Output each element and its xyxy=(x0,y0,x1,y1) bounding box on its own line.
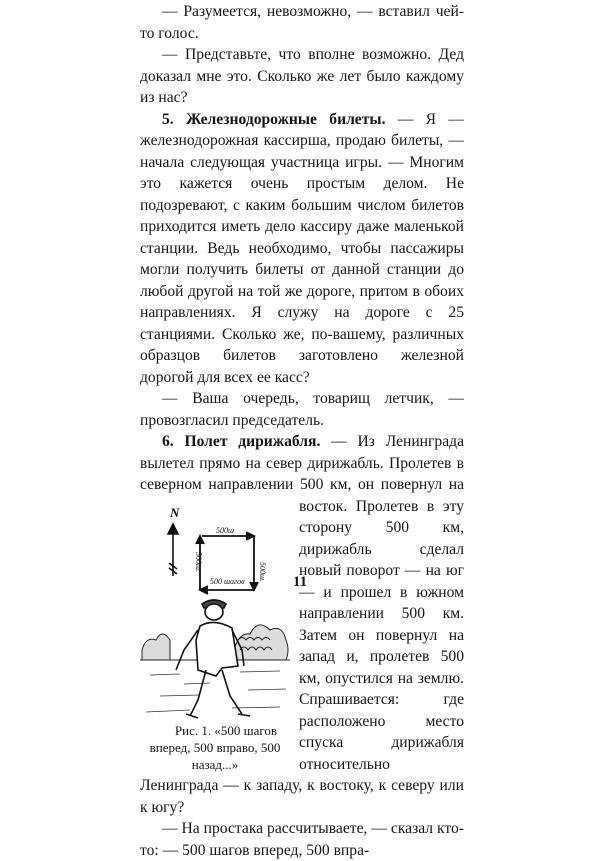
paragraph: — На простака рассчитываете, — сказал кто-то: — 500 шагов вперед, 500 впра- xyxy=(140,820,464,859)
label-top: 500ш xyxy=(216,525,235,535)
label-bottom: 500 шагов xyxy=(210,576,245,586)
paragraph: — Представьте, что вполне возможно. Дед доказал мне это. Сколько же лет было каждому из нас? xyxy=(140,46,464,106)
compass-letter: N xyxy=(170,504,180,520)
paragraph: — Ваша очередь, товарищ летчик, — провозгласил председатель. xyxy=(140,390,464,429)
figure-1 xyxy=(140,500,290,772)
ground xyxy=(146,671,286,712)
figure-caption: Рис. 1. «500 шагов вперед, 500 вправо, 500 назад...» xyxy=(149,722,281,772)
puzzle-5-heading: 5. Железнодорожные билеты. xyxy=(162,110,386,128)
puzzle-6-body-rest: Пролетев в эту сторону 500 км, дирижабль сделал новый поворот — на юг — и прошел в южном направлении 500 км. Затем он повернул на запад и, пролетев 500 км, опустился на землю. Спрашивается: где расположено место спуска дирижабля относительно Ленинграда — к западу, к востоку, к северу или к югу? xyxy=(140,497,464,816)
paragraph: — Разумеется, невозможно, — вставил чей-то голос. xyxy=(140,3,464,42)
puzzle-6-body-start: — Из Ленинграда вылетел прямо на север дирижабль. Пролетев в северном направлении 500 км, он повернул на восток. xyxy=(140,433,464,515)
puzzle-5-body: — Я — железнодорожная кассирша, продаю билеты, — начала следующая участница игры. — Многим это кажется очень простым делом. Не подозревают, с каким большим числом билетов приходится иметь дело кассиру даже маленькой станции. Ведь необходимо, чтобы пассажиры могли получить билеты от данной станции до любой другой на той же дороге, притом в обоих направлениях. Я служу на дороге с 25 станциями. Сколько же, по-вашему, различных образцов билетов заготовлено железной дорогой для всех ее касс? xyxy=(140,110,464,386)
puzzle-6-heading: 6. Полет дирижабля. xyxy=(162,433,321,450)
walking-man-illustration xyxy=(140,500,290,722)
puzzle-5 xyxy=(140,109,464,389)
north-arrow-icon xyxy=(168,524,178,576)
label-right: 500ш. xyxy=(258,561,267,582)
page-number: 11 xyxy=(292,574,308,590)
label-left: 500ш. xyxy=(194,551,203,572)
puzzle-6 xyxy=(140,431,464,818)
text-column xyxy=(140,1,464,861)
